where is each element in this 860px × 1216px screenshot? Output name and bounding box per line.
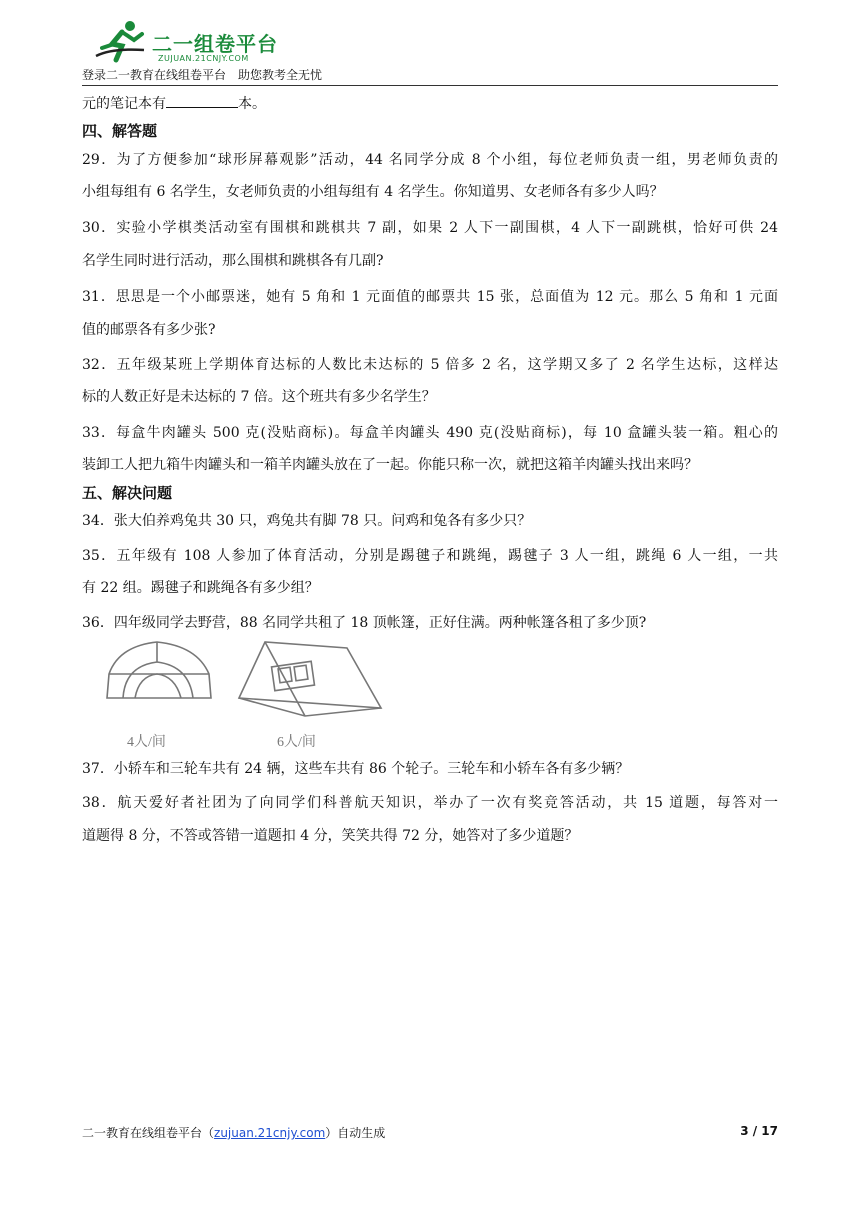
ridge-tent-icon xyxy=(239,642,381,716)
q33-line2: 装卸工人把九箱牛肉罐头和一箱羊肉罐头放在了一起。你能只称一次，就把这箱羊肉罐头找出来吗？ xyxy=(82,457,698,473)
q35-line2: 有 22 组。踢毽子和跳绳各有多少组？ xyxy=(82,580,319,596)
q31-line2: 值的邮票各有多少张? xyxy=(82,322,216,338)
q29-line2: 小组每组有 6 名学生，女老师负责的小组每组有 4 名学生。你知道男、女老师各有多少人吗？ xyxy=(82,184,664,200)
large-tent-caption: 6人/间 xyxy=(277,735,316,750)
footer-text-pre: 二一教育在线组卷平台（ xyxy=(82,1126,215,1140)
tagline-left: 登录二一教育在线组卷平台 xyxy=(82,68,227,82)
q30-line2: 名学生同时进行活动，那么围棋和跳棋各有几副? xyxy=(82,253,384,269)
header-divider xyxy=(82,85,778,86)
q31-line1: 31．思思是一个小邮票迷，她有 5 角和 1 元面值的邮票共 15 张，总面值为 12 元。那么 5 角和 1 元面 xyxy=(82,289,778,305)
tagline-right: 助您教考全无忧 xyxy=(238,68,323,82)
answer-blank xyxy=(166,92,238,108)
small-tent-caption: 4人/间 xyxy=(127,735,166,750)
q32-line1: 32．五年级某班上学期体育达标的人数比未达标的 5 倍多 2 名，这学期又多了 2 名学生达标，这样达 xyxy=(82,357,778,373)
q33-line1: 33．每盒牛肉罐头 500 克(没贴商标)。每盒羊肉罐头 490 克(没贴商标)，每 10 盒罐头装一箱。粗心的 xyxy=(82,425,778,441)
q36-line1: 36．四年级同学去野营，88 名同学共租了 18 顶帐篷，正好住满。两种帐篷各租了多少顶? xyxy=(82,615,647,631)
page-number: 3 / 17 xyxy=(740,1124,778,1138)
carry-over-pre: 元的笔记本有 xyxy=(82,96,166,112)
logo-title: 二一组卷平台 xyxy=(152,32,278,56)
carry-over-line xyxy=(82,92,266,115)
runner-logo-icon xyxy=(92,18,152,64)
site-logo[interactable] xyxy=(92,18,292,64)
footer-site-link[interactable]: zujuan.21cnjy.com xyxy=(214,1126,326,1140)
section-heading-4: 四、解答题 xyxy=(82,122,158,140)
footer-text-post: ）自动生成 xyxy=(325,1126,386,1140)
page-footer xyxy=(82,1124,778,1141)
q32-line2: 标的人数正好是未达标的 7 倍。这个班共有多少名学生？ xyxy=(82,389,436,405)
q38-line2: 道题得 8 分，不答或答错一道题扣 4 分，笑笑共得 72 分，她答对了多少道题？ xyxy=(82,828,579,844)
logo-subtitle: ZUJUAN.21CNJY.COM xyxy=(158,54,249,63)
q30-line1: 30．实验小学棋类活动室有围棋和跳棋共 7 副，如果 2 人下一副围棋，4 人下一副跳棋，恰好可供 24 xyxy=(82,220,778,236)
dome-tent-icon xyxy=(107,642,211,698)
q34-line1: 34．张大伯养鸡兔共 30 只，鸡兔共有脚 78 只。问鸡和兔各有多少只？ xyxy=(82,513,532,529)
q29-line1: 29．为了方便参加“球形屏幕观影”活动，44 名同学分成 8 个小组，每位老师负责一组，男老师负责的 xyxy=(82,152,778,168)
carry-over-post: 本。 xyxy=(238,96,266,112)
q37-line1: 37．小轿车和三轮车共有 24 辆，这些车共有 86 个轮子。三轮车和小轿车各有多少辆？ xyxy=(82,761,630,777)
q35-line1: 35．五年级有 108 人参加了体育活动，分别是踢毽子和跳绳，踢毽子 3 人一组，跳绳 6 人一组，一共 xyxy=(82,548,778,564)
header-tagline xyxy=(82,66,322,83)
tents-figure xyxy=(105,636,385,752)
section-heading-5: 五、解决问题 xyxy=(82,484,173,502)
q38-line1: 38．航天爱好者社团为了向同学们科普航天知识，举办了一次有奖竞答活动，共 15 道题，每答对一 xyxy=(82,795,778,811)
